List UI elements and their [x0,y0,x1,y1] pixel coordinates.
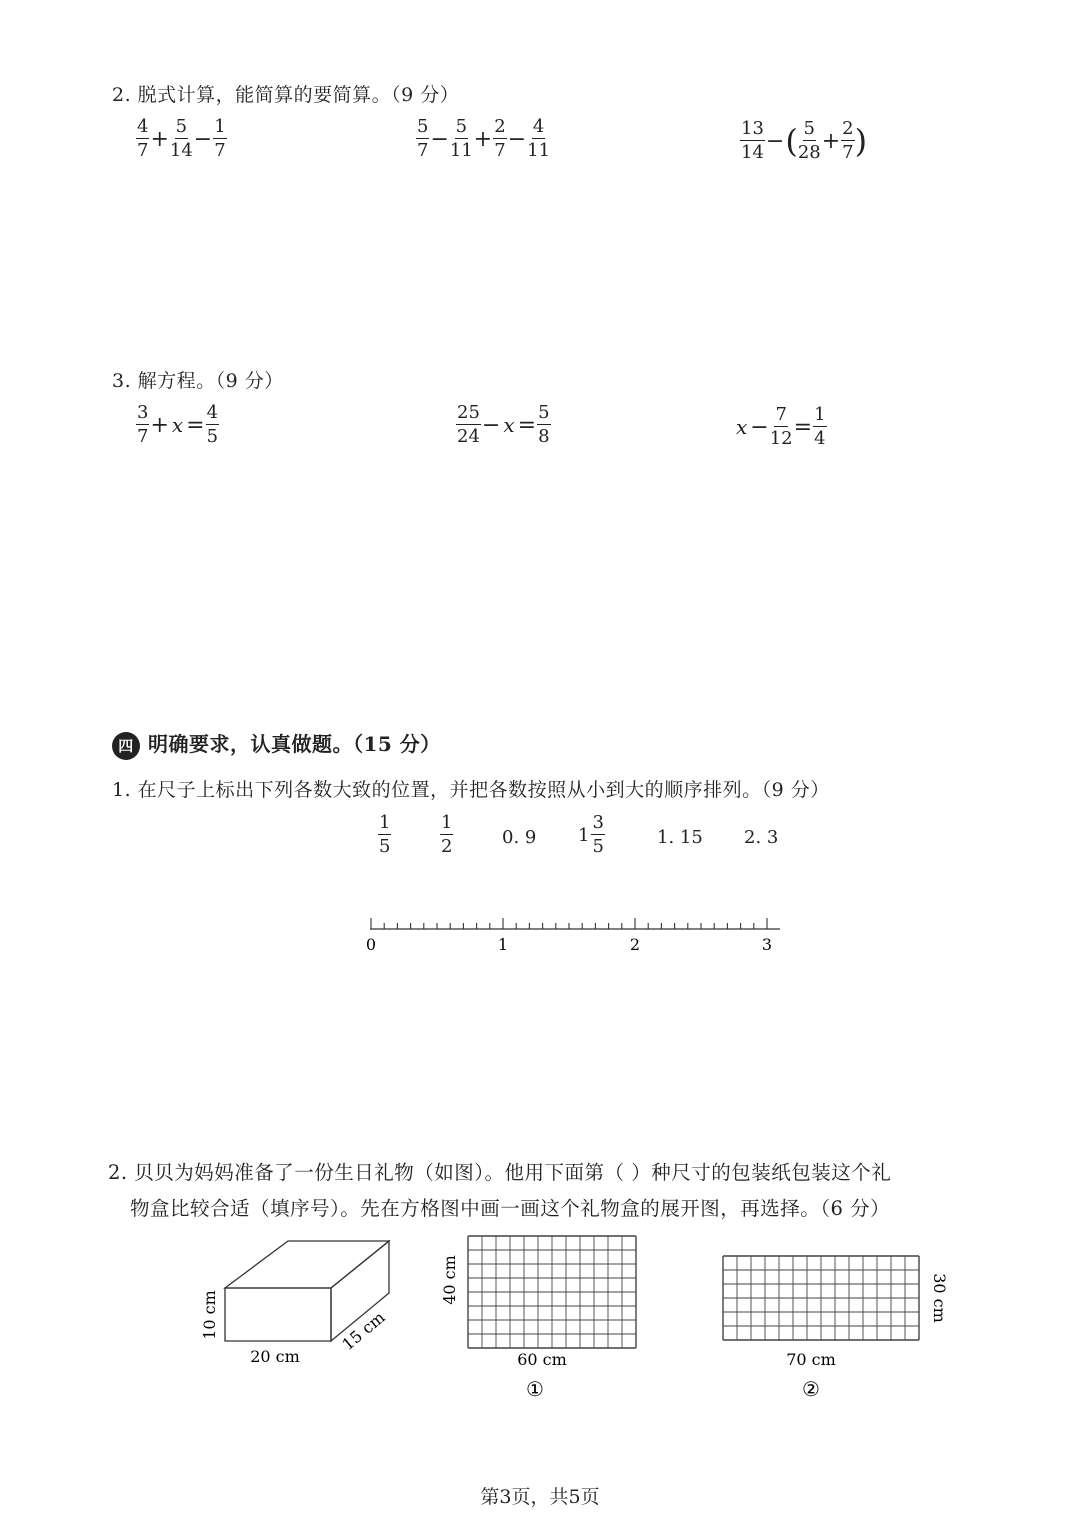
wrapping-paper-1 [438,1232,648,1407]
fraction: $\frac{5}{11}$ [449,116,473,161]
fraction: $\frac{2}{7}$ [494,116,506,161]
operator: − [430,126,449,152]
operator: + [473,126,493,152]
ruler-label-2: 2 [629,935,641,954]
paper-2-side-label: 30 cm [930,1273,949,1323]
number-one-half: $\frac{1}{2}$ [441,812,453,857]
fraction: $\frac{1}{7}$ [214,116,226,161]
paper-1-side-label: 40 cm [440,1255,459,1305]
fraction: $\frac{4}{11}$ [527,116,551,161]
left-paren: ( [785,122,798,160]
q2-expression-3 [740,120,867,162]
q3-equation-3 [734,406,827,448]
fraction: $\frac{4}{5}$ [206,402,219,447]
box-front-face [225,1288,331,1341]
ruler-label-3: 3 [761,935,773,954]
section-number-badge: 四 [112,732,140,760]
equals: = [517,412,537,438]
variable-x: x [736,415,748,439]
operator: + [150,412,169,438]
fraction: $\frac{1}{4}$ [814,404,826,449]
operator: − [481,412,501,438]
operator: + [150,126,169,152]
q2-expression-2 [416,118,550,160]
fraction: $\frac{7}{12}$ [769,404,793,449]
fraction: $\frac{5}{8}$ [538,402,550,447]
equals: = [793,414,813,440]
q3-title: 3. 解方程。（9 分） [112,370,284,392]
number-1-15: 1. 15 [657,827,703,848]
fraction: $\frac{25}{24}$ [457,402,480,447]
variable-x: x [171,413,184,437]
box-top-face [225,1241,389,1288]
variable-x: x [503,413,515,437]
q3-equation-1 [136,404,219,446]
number-one-and-three-fifths: 1 $\frac{3}{5}$ [578,812,604,857]
fraction: $\frac{2}{7}$ [842,118,854,163]
fraction: $\frac{13}{14}$ [741,118,764,163]
paper-2-bottom-label: 70 cm [786,1350,836,1369]
operator: + [821,128,841,154]
equals: = [186,412,205,438]
gift-box-drawing [195,1235,405,1375]
s4-q2-line-2: 物盒比较合适（填序号）。先在方格图中画一画这个礼物盒的展开图，再选择。（6 分） [130,1197,891,1220]
paper-2-number: ② [802,1377,820,1401]
operator: − [507,126,527,152]
fraction: $\frac{5}{14}$ [169,116,193,161]
ruler-label-1: 1 [497,935,509,954]
q3-equation-2 [456,404,551,446]
box-width-label: 15 cm [338,1307,389,1354]
q2-title: 2. 脱式计算，能简算的要简算。（9 分） [112,84,460,106]
box-height-label: 10 cm [200,1290,219,1340]
section-4-header [112,728,441,760]
section-title: 明确要求，认真做题。（15 分） [148,732,441,756]
number-0-9: 0. 9 [502,827,537,848]
ruler-label-0: 0 [365,935,377,954]
operator: − [765,128,785,154]
fraction: $\frac{5}{28}$ [797,118,821,163]
number-one-fifth: $\frac{1}{5}$ [379,812,391,857]
operator: − [750,414,769,440]
s4-q2-line-1: 2. 贝贝为妈妈准备了一份生日礼物（如图）。他用下面第（ ）种尺寸的包装纸包装这个礼 [108,1161,892,1184]
ruler-ticks [371,918,767,929]
ruler [360,910,790,960]
q2-expression-1 [136,118,227,160]
fraction: $\frac{3}{7}$ [137,402,149,447]
wrapping-paper-2 [715,1252,949,1407]
fraction: $\frac{4}{7}$ [137,116,149,161]
fraction: $\frac{5}{7}$ [417,116,429,161]
right-paren: ) [854,122,868,160]
grid-paper-2-lines [723,1256,919,1340]
grid-paper-1-lines [468,1236,636,1348]
paper-1-bottom-label: 60 cm [517,1350,567,1369]
s4-q1-title: 1. 在尺子上标出下列各数大致的位置，并把各数按照从小到大的顺序排列。（9 分） [112,779,830,801]
paper-1-number: ① [526,1377,544,1401]
page-footer: 第3页，共5页 [480,1486,600,1508]
number-2-3: 2. 3 [744,827,779,848]
operator: − [193,126,213,152]
box-length-label: 20 cm [250,1347,300,1366]
